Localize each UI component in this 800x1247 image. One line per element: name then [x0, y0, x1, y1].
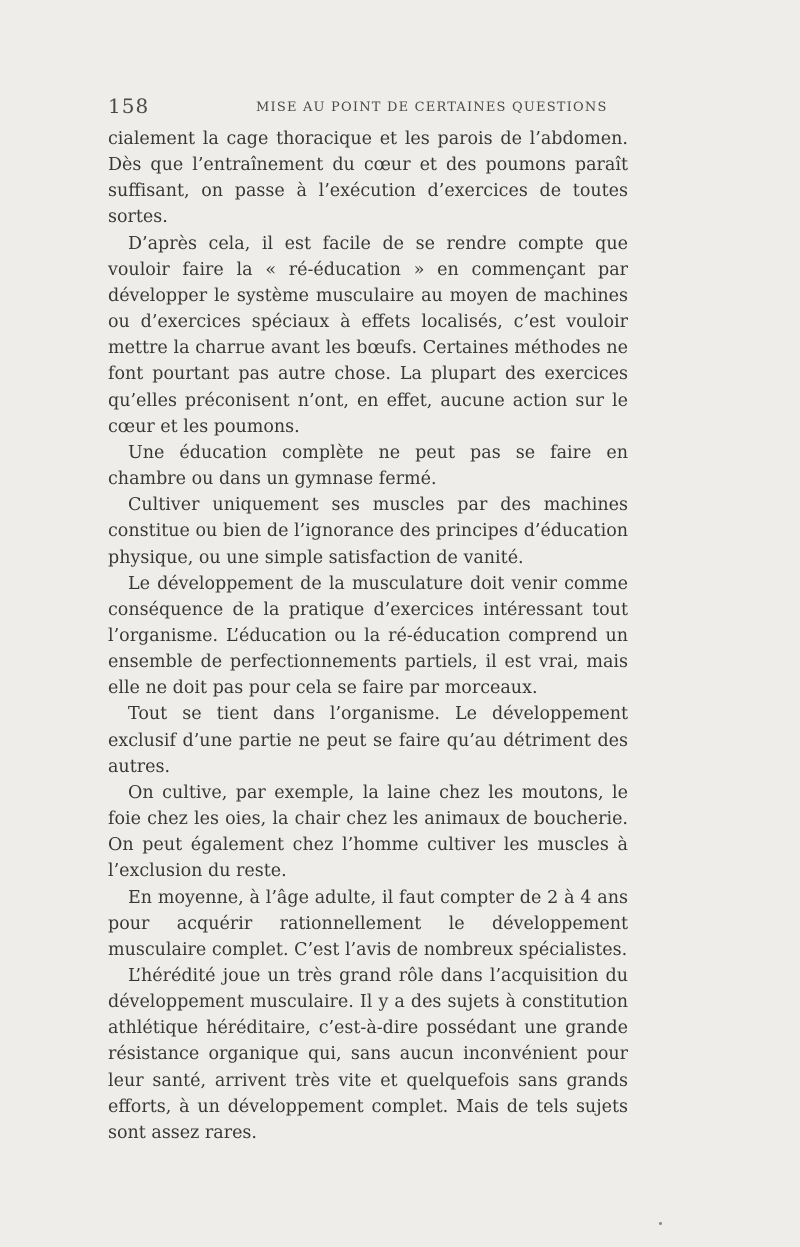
paragraph-5: Le développement de la musculature doit venir comme conséquence de la pratique d’exercices intéressant tout l’organisme. L’éducation ou la ré-éducation comprend un ensemble de perfectionnements partiels, il est vrai, mais elle ne doit pas pour cela se faire par morceaux. [108, 573, 628, 699]
running-title: MISE AU POINT DE CERTAINES QUESTIONS [256, 100, 608, 115]
paragraph-1: cialement la cage thoracique et les parois de l’abdomen. Dès que l’entraînement du cœur et des poumons paraît suffisant, on passe à l’exécution d’exercices de toutes sortes. [108, 129, 628, 228]
page-number: 158 [108, 94, 150, 118]
paragraph-7: On cultive, par exemple, la laine chez les moutons, le foie chez les oies, la chair chez les animaux de boucherie. On peut également chez l’homme cultiver les muscles à l’exclusion du reste. [108, 782, 628, 882]
body-text [108, 126, 628, 1146]
paper-speck [659, 1222, 662, 1225]
paragraph-8: En moyenne, à l’âge adulte, il faut compter de 2 à 4 ans pour acquérir rationnellement le développement musculaire complet. C’est l’avis de nombreux spécialistes. [108, 887, 628, 960]
paragraph-6: Tout se tient dans l’organisme. Le développement exclusif d’une partie ne peut se faire qu’au détriment des autres. [108, 704, 628, 777]
page-header [108, 94, 628, 120]
paragraph-9: L’hérédité joue un très grand rôle dans l’acquisition du développement musculaire. Il y a des sujets à constitution athlétique héréditaire, c’est-à-dire possédant une grande résistance organique qui, sans aucun inconvénient pour leur santé, arrivent très vite et quelquefois sans grands efforts, à un développement complet. Mais de tels sujets sont assez rares. [108, 966, 628, 1143]
paragraph-2: D’après cela, il est facile de se rendre compte que vouloir faire la « ré-éducation » en commençant par développer le système musculaire au moyen de machines ou d’exercices spéciaux à effets localisés, c’est vouloir mettre la charrue avant les bœufs. Certaines méthodes ne font pourtant pas autre chose. La plupart des exercices qu’elles préconisent n’ont, en effet, aucune action sur le cœur et les poumons. [108, 233, 628, 437]
paragraph-4: Cultiver uniquement ses muscles par des machines constitue ou bien de l’ignorance des principes d’éducation physique, ou une simple satisfaction de vanité. [108, 495, 628, 568]
paragraph-3: Une éducation complète ne peut pas se faire en chambre ou dans un gymnase fermé. [108, 442, 628, 490]
